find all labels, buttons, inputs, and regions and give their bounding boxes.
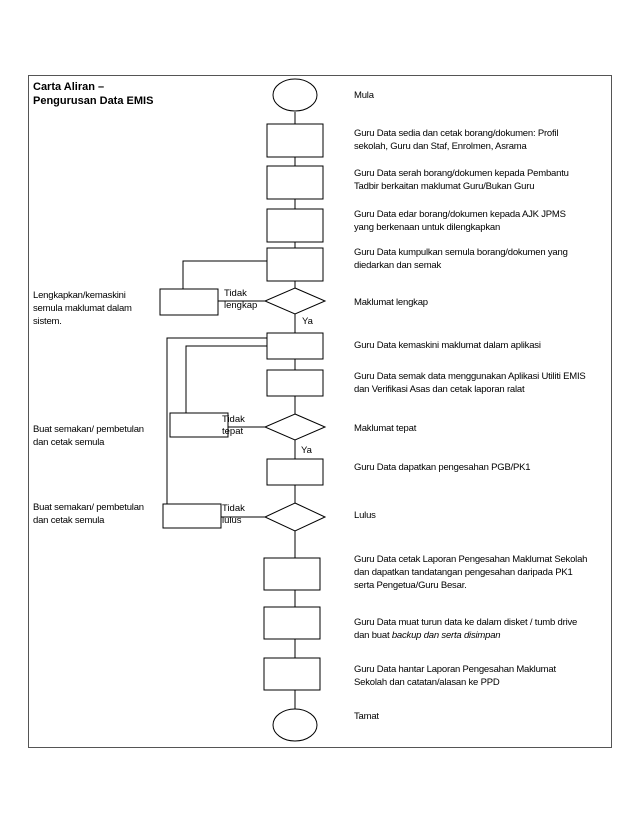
process-box-9 [264,607,320,639]
step-8: Guru Data cetak Laporan Pengesahan Maklumat Sekolah dan dapatkan tandatangan pengesahan daripada PK1 serta Pengetua/Guru Besar. [354,554,588,591]
loop-1-line [183,261,267,289]
label-tidak-tepat: Tidak tepat [222,414,245,437]
process-box-8 [264,558,320,590]
label-tidak-lulus: Tidak lulus [222,503,245,526]
loop-2-line [186,346,267,413]
step-9-text: Guru Data muat turun data ke dalam disket / tumb drive dan buat [354,617,578,641]
side-note-3: Buat semakan/ pembetulan dan cetak semula [33,502,144,526]
label-ya-2: Ya [301,445,312,456]
diagram-title [33,80,153,108]
side-box-3 [163,504,221,528]
process-box-3 [267,209,323,242]
step-10: Guru Data hantar Laporan Pengesahan Maklumat Sekolah dan catatan/alasan ke PPD [354,664,556,688]
process-box-1 [267,124,323,157]
label-ya-1: Ya [302,316,313,327]
decision-2-text: Maklumat tepat [354,423,417,434]
step-tamat: Tamat [354,711,379,722]
decision-lulus [265,503,325,531]
step-7: Guru Data dapatkan pengesahan PGB/PK1 [354,462,531,473]
step-9-italic: backup dan serta disimpan [391,630,501,641]
step-mula: Mula [354,90,374,101]
title-line-2: Pengurusan Data EMIS [33,95,154,107]
side-box-1 [160,289,218,315]
step-1: Guru Data sedia dan cetak borang/dokumen: Profil sekolah, Guru dan Staf, Enrolmen, Asrama [354,128,559,152]
step-4: Guru Data kumpulkan semula borang/dokumen yang diedarkan dan semak [354,247,568,271]
step-6: Guru Data semak data menggunakan Aplikasi Utiliti EMIS dan Verifikasi Asas dan cetak laporan ralat [354,371,586,395]
step-3: Guru Data edar borang/dokumen kepada AJK JPMS yang berkenaan untuk dilengkapkan [354,209,566,233]
label-tidak-lengkap: Tidak lengkap [224,288,258,311]
title-line-1: Carta Aliran – [33,81,105,93]
process-box-2 [267,166,323,199]
start-terminator [273,79,317,111]
side-note-2: Buat semakan/ pembetulan dan cetak semula [33,424,144,448]
decision-3-text: Lulus [354,510,376,521]
side-box-2 [170,413,228,437]
process-box-5 [267,333,323,359]
process-box-7 [267,459,323,485]
side-note-1: Lengkapkan/kemaskini semula maklumat dalam sistem. [33,290,132,327]
process-box-4 [267,248,323,281]
decision-tepat [265,414,325,440]
decision-1-text: Maklumat lengkap [354,297,428,308]
process-box-10 [264,658,320,690]
decision-lengkap [265,288,325,314]
step-5: Guru Data kemaskini maklumat dalam aplikasi [354,340,541,351]
step-2: Guru Data serah borang/dokumen kepada Pembantu Tadbir berkaitan maklumat Guru/Bukan Guru [354,168,569,192]
end-terminator [273,709,317,741]
step-9 [354,616,577,642]
process-box-6 [267,370,323,396]
